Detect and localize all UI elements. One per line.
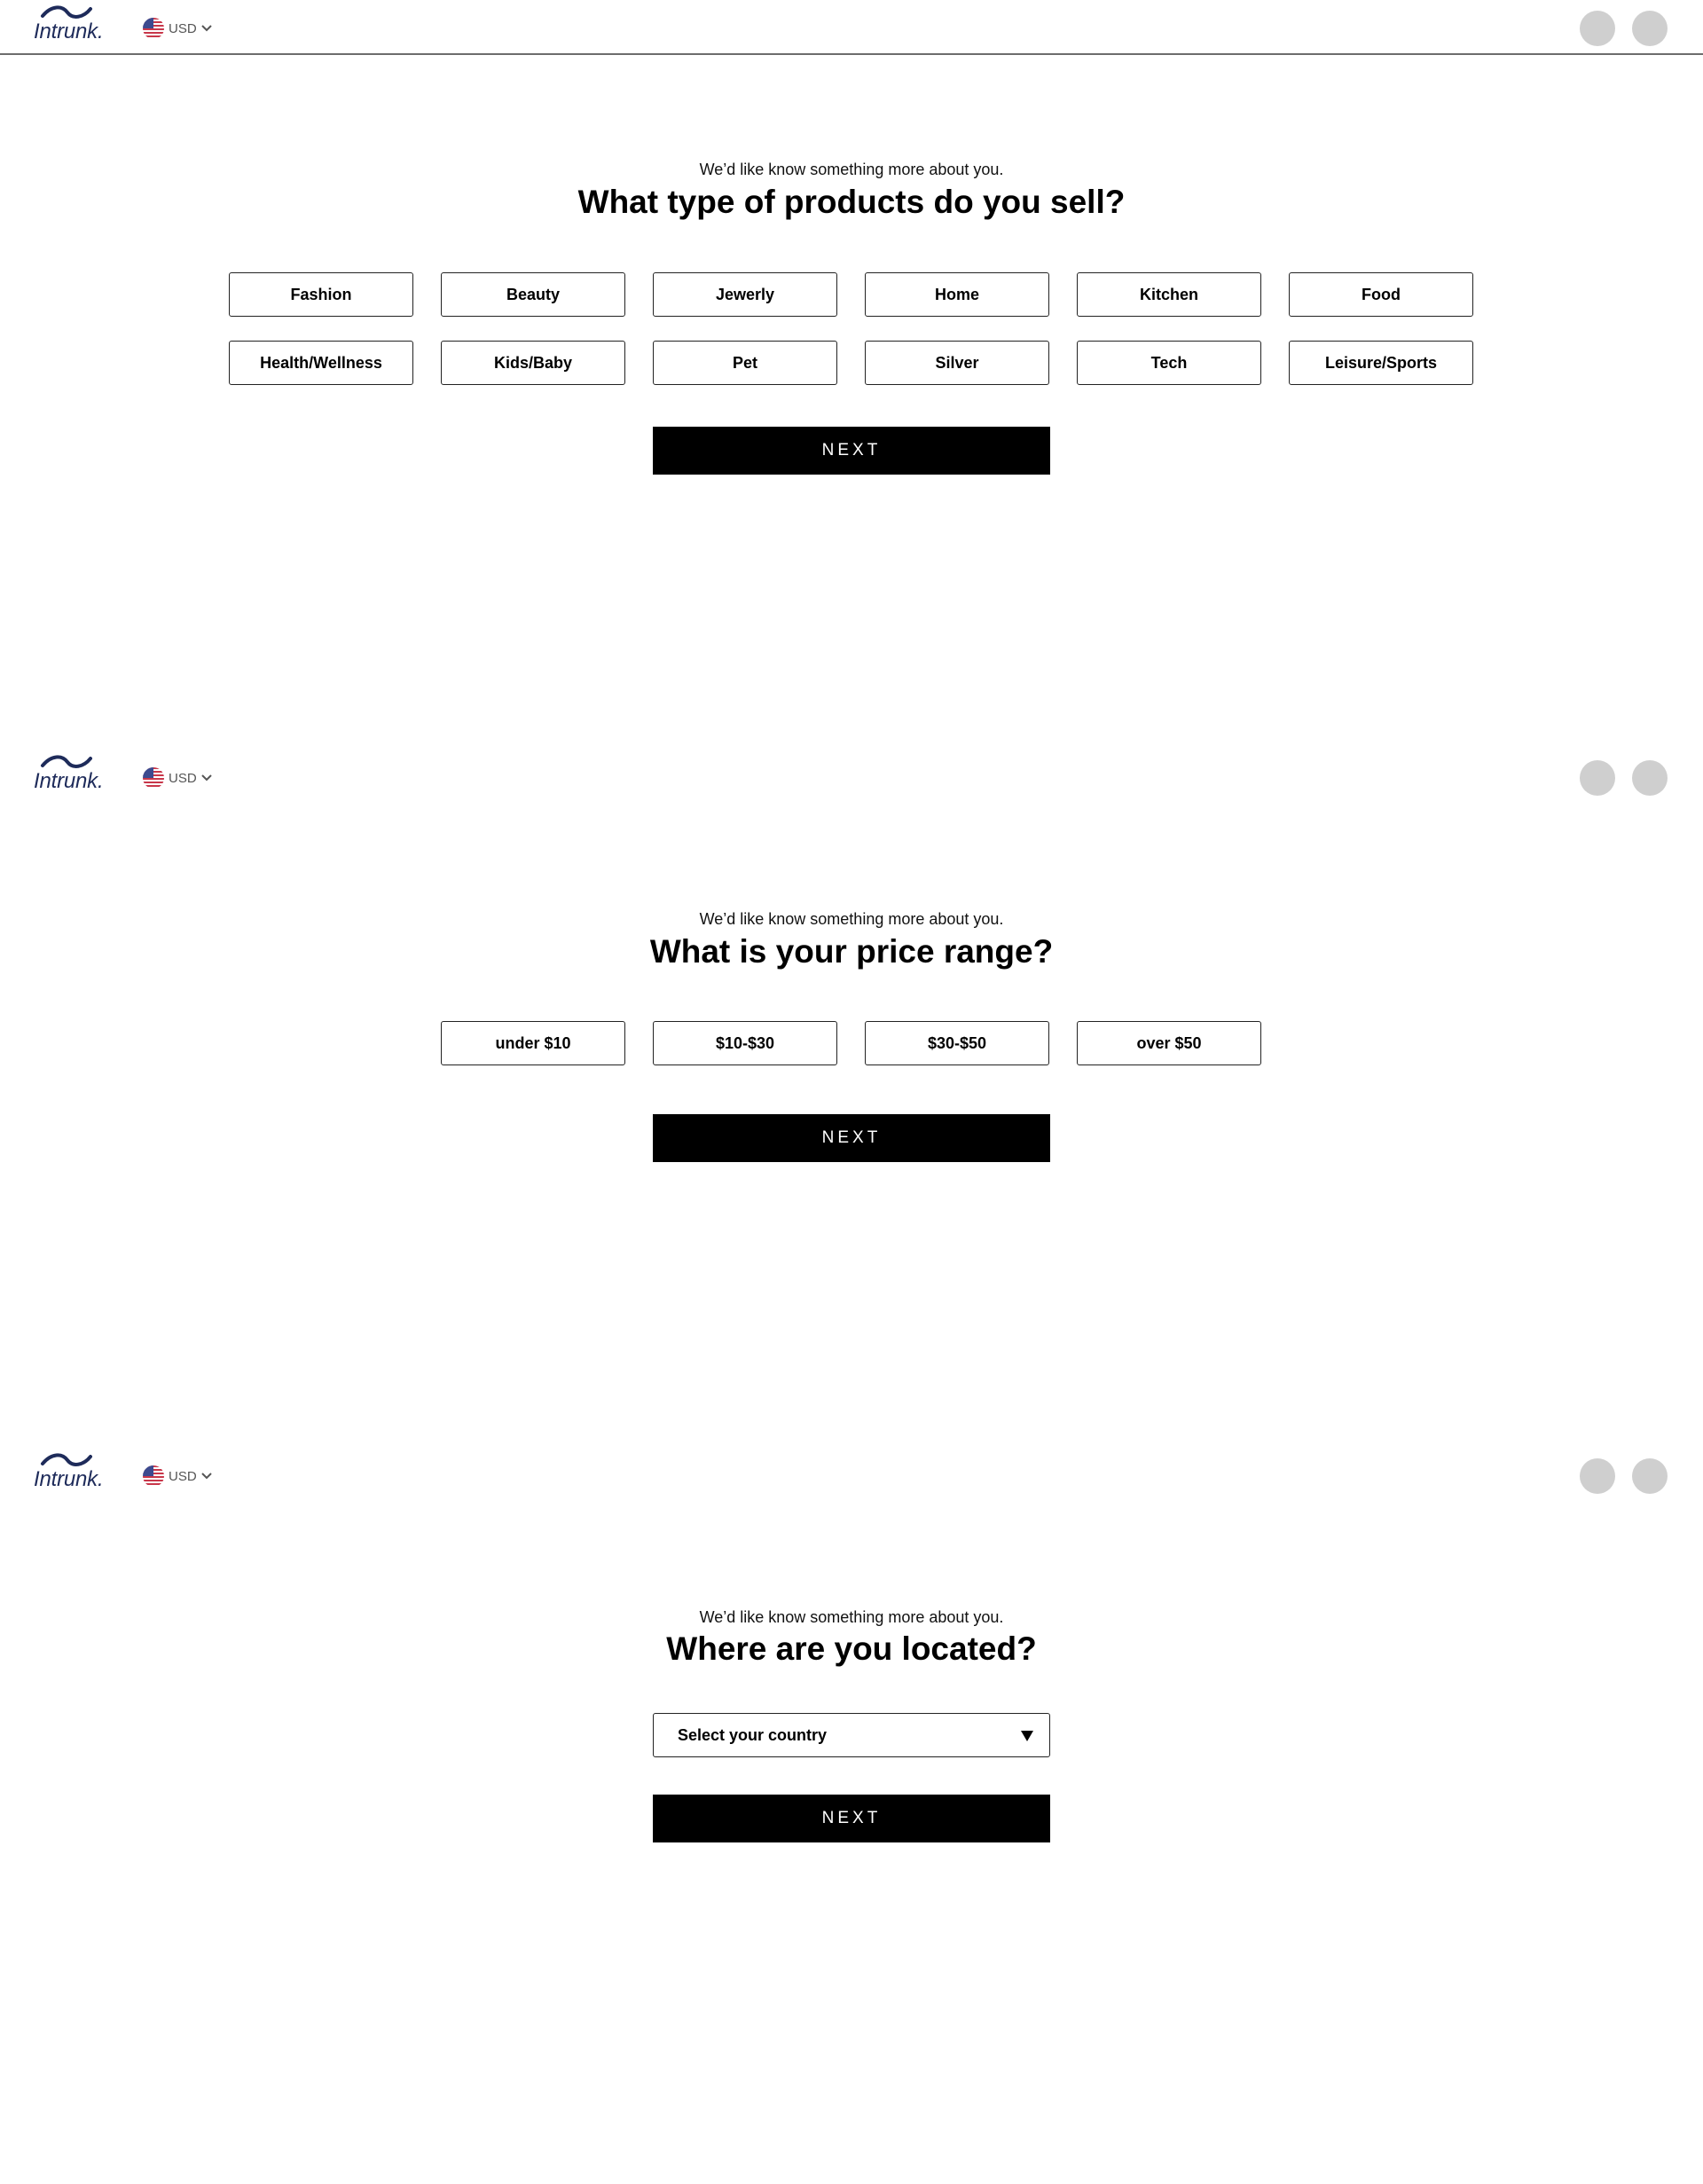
option-button[interactable]: Fashion <box>229 272 413 317</box>
currency-code: USD <box>169 20 197 36</box>
logo-text: Intrunk. <box>34 1467 104 1491</box>
triangle-down-icon <box>1021 1731 1033 1741</box>
products-step <box>0 0 1703 736</box>
currency-selector[interactable] <box>142 16 213 41</box>
us-flag-icon <box>142 766 165 790</box>
brand-logo[interactable] <box>34 1453 110 1494</box>
country-select-placeholder: Select your country <box>678 1726 828 1744</box>
option-button[interactable]: Pet <box>653 341 837 385</box>
brand-logo[interactable] <box>34 755 110 796</box>
user-avatar-icon[interactable] <box>1580 11 1615 46</box>
user-avatar-icon[interactable] <box>1580 760 1615 796</box>
logo-text: Intrunk. <box>34 20 104 43</box>
currency-code: USD <box>169 770 197 786</box>
wave-logo-icon <box>39 755 92 769</box>
option-button[interactable]: Leisure/Sports <box>1289 341 1473 385</box>
us-flag-icon <box>142 17 165 40</box>
chevron-down-icon <box>200 774 213 782</box>
option-button[interactable]: over $50 <box>1077 1021 1261 1065</box>
brand-logo[interactable] <box>34 5 110 46</box>
top-header <box>0 1448 1703 1501</box>
location-step <box>0 1448 1703 2184</box>
next-button[interactable]: NEXT <box>653 1114 1050 1162</box>
step-title: What type of products do you sell? <box>577 184 1126 220</box>
option-button[interactable]: $10-$30 <box>653 1021 837 1065</box>
currency-selector[interactable] <box>142 1464 213 1489</box>
option-button[interactable]: Health/Wellness <box>229 341 413 385</box>
option-button[interactable]: Food <box>1289 272 1473 317</box>
country-select[interactable] <box>653 1713 1050 1757</box>
step-subtitle: We’d like know something more about you. <box>699 161 1004 178</box>
user-avatar-icon[interactable] <box>1632 1458 1668 1494</box>
user-avatar-icon[interactable] <box>1580 1458 1615 1494</box>
user-avatar-icon[interactable] <box>1632 760 1668 796</box>
currency-selector[interactable] <box>142 766 213 790</box>
step-title: Where are you located? <box>666 1630 1037 1667</box>
step-subtitle: We’d like know something more about you. <box>699 1608 1004 1626</box>
option-button[interactable]: under $10 <box>441 1021 625 1065</box>
option-button[interactable]: Kitchen <box>1077 272 1261 317</box>
next-button[interactable]: NEXT <box>653 427 1050 475</box>
option-button[interactable]: Beauty <box>441 272 625 317</box>
wave-logo-icon <box>39 5 92 20</box>
user-avatar-icon[interactable] <box>1632 11 1668 46</box>
option-button[interactable]: Tech <box>1077 341 1261 385</box>
option-button[interactable]: Silver <box>865 341 1049 385</box>
step-subtitle: We’d like know something more about you. <box>699 910 1004 928</box>
next-button[interactable]: NEXT <box>653 1795 1050 1842</box>
price-range-step <box>0 750 1703 1486</box>
option-button[interactable]: Kids/Baby <box>441 341 625 385</box>
option-button[interactable]: $30-$50 <box>865 1021 1049 1065</box>
currency-code: USD <box>169 1468 197 1484</box>
chevron-down-icon <box>200 24 213 33</box>
chevron-down-icon <box>200 1472 213 1481</box>
top-header <box>0 750 1703 803</box>
top-header <box>0 0 1703 55</box>
option-button[interactable]: Jewerly <box>653 272 837 317</box>
step-title: What is your price range? <box>649 933 1054 970</box>
wave-logo-icon <box>39 1453 92 1467</box>
logo-text: Intrunk. <box>34 769 104 793</box>
option-button[interactable]: Home <box>865 272 1049 317</box>
us-flag-icon <box>142 1465 165 1488</box>
